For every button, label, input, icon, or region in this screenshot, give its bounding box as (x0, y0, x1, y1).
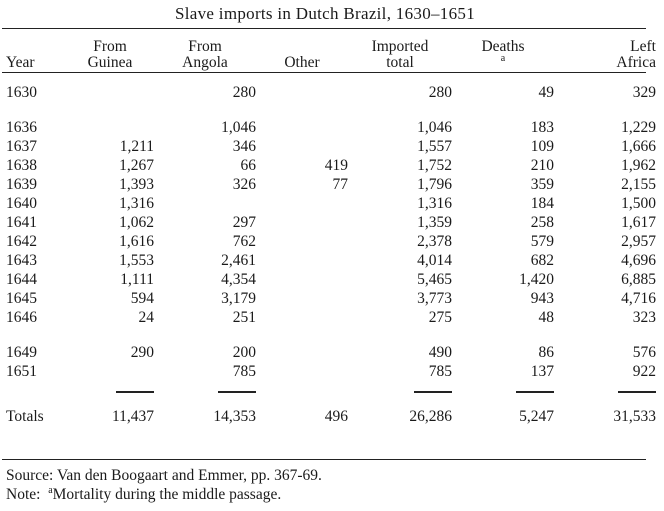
footnote-marker: a (48, 484, 53, 496)
table-title: Slave imports in Dutch Brazil, 1630–1651 (174, 4, 476, 23)
footnote-marker: a (500, 52, 506, 64)
col-header-imported: Imported total (371, 38, 429, 71)
table-row: 1638 1,267 66 419 1,752 210 1,962 (6, 157, 656, 174)
slave-imports-table (0, 31, 664, 428)
sum-rule (618, 391, 656, 393)
header-row (0, 31, 664, 71)
table-row: 1649 290 200 490 86 576 (6, 344, 656, 361)
bottom-rule (2, 459, 646, 460)
sum-rule (116, 391, 154, 393)
col-header-deaths: Deaths $^a$ (481, 38, 525, 64)
sum-rule (414, 391, 452, 393)
table-row: 1645 594 3,179 3,773 943 4,716 (6, 290, 656, 307)
table-row: 1644 1,111 4,354 5,465 1,420 6,885 (6, 271, 656, 288)
source-line: Source: Van den Boogaart and Emmer, pp. 367-69. (6, 467, 322, 484)
note-line: Note: $^a$Mortality during the middle passage. (6, 484, 282, 503)
table-row: 1640 1,316 1,316 184 1,500 (6, 195, 656, 212)
table-body (0, 71, 664, 428)
totals-row: Totals 11,437 14,353 496 26,286 5,247 31,533 (6, 408, 656, 425)
sum-rule-row (0, 381, 664, 400)
table-row: 1651 785 785 137 922 (6, 363, 656, 380)
top-rule (2, 28, 646, 29)
table-row: 1641 1,062 297 1,359 258 1,617 (6, 214, 656, 231)
table-row: 1637 1,211 346 1,557 109 1,666 (6, 138, 656, 155)
table-row: 1646 24 251 275 48 323 (6, 309, 656, 326)
col-header-year: Year (6, 54, 35, 71)
table-row: 1639 1,393 326 77 1,796 359 2,155 (6, 176, 656, 193)
col-header-angola: From Angola (182, 38, 228, 71)
sum-rule (218, 391, 256, 393)
table-row: 1643 1,553 2,461 4,014 682 4,696 (6, 252, 656, 269)
sum-rule (516, 391, 554, 393)
col-header-other: Other (284, 54, 320, 71)
col-header-guinea: From Guinea (87, 38, 133, 71)
table-footer (6, 466, 322, 504)
table-row: 1636 1,046 1,046 183 1,229 (6, 119, 656, 136)
table-row: 1630 280 280 49 329 (6, 84, 656, 101)
col-header-left-africa: Left Africa (616, 38, 656, 71)
table-row: 1642 1,616 762 2,378 579 2,957 (6, 233, 656, 250)
